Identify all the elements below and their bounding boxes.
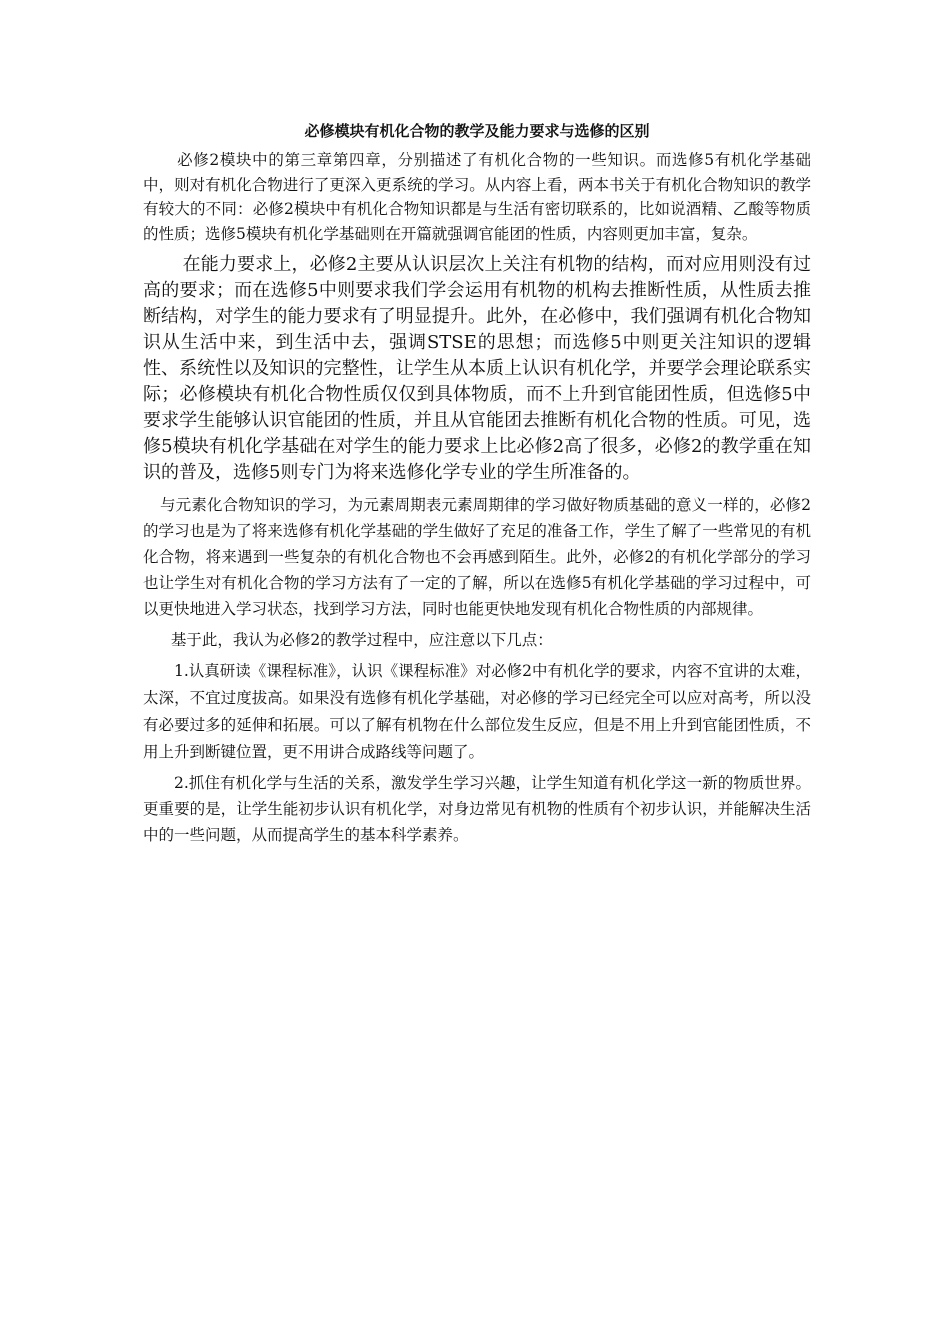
paragraph-preparation: 与元素化合物知识的学习，为元素周期表元素周期律的学习做好物质基础的意义一样的，必修2的学习也是为了将来选修有机化学基础的学生做好了充足的准备工作，学生了解了一些常见的有机化合物，将来遇到一些复杂的有机化合物也不会再感到陌生。此外，必修2的有机化学部分的学习也让学生对有机化合物的学习方法有了一定的了解，所以在选修5有机化学基础的学习过程中，可以更快地进入学习状态，找到学习方法，同时也能更快地发现有机化合物性质的内部规律。 bbox=[143, 496, 811, 618]
paragraph-point-two: 2.抓住有机化学与生活的关系，激发学生学习兴趣，让学生知道有机化学这一新的物质世界。更重要的是，让学生能初步认识有机化学，对身边常见有机物的性质有个初步认识，并能解决生活中的一些问题，从而提高学生的基本科学素养。 bbox=[143, 774, 811, 844]
paragraph-teaching-points-intro: 基于此，我认为必修2的教学过程中，应注意以下几点： bbox=[170, 631, 553, 649]
document-title: 必修模块有机化合物的教学及能力要求与选修的区别 bbox=[304, 122, 650, 140]
document-body bbox=[143, 118, 811, 848]
paragraph-ability-requirements: 在能力要求上，必修2主要从认识层次上关注有机物的结构，而对应用则没有过高的要求；而在选修5中则要求我们学会运用有机物的机构去推断性质，从性质去推断结构，对学生的能力要求有了明显提升。此外，在必修中，我们强调有机化合物知识从生活中来，到生活中去，强调STSE的思想；而选修5中则更关注知识的逻辑性、系统性以及知识的完整性，让学生从本质上认识有机化学，并要学会理论联系实际；必修模块有机化合物性质仅仅到具体物质，而不上升到官能团性质，但选修5中要求学生能够认识官能团的性质，并且从官能团去推断有机化合物的性质。可见，选修5模块有机化学基础在对学生的能力要求上比必修2高了很多，必修2的教学重在知识的普及，选修5则专门为将来选修化学专业的学生所准备的。 bbox=[143, 254, 811, 483]
paragraph-intro: 必修2模块中的第三章第四章，分别描述了有机化合物的一些知识。而选修5有机化学基础中，则对有机化合物进行了更深入更系统的学习。从内容上看，两本书关于有机化合物知识的教学有较大的不同：必修2模块中有机化合物知识都是与生活有密切联系的，比如说酒精、乙酸等物质的性质；选修5模块有机化学基础则在开篇就强调官能团的性质，内容则更加丰富，复杂。 bbox=[143, 151, 811, 243]
paragraph-point-one: 1.认真研读《课程标准》，认识《课程标准》对必修2中有机化学的要求，内容不宜讲的太难，太深，不宜过度拔高。如果没有选修有机化学基础，对必修的学习已经完全可以应对高考，所以没有必要过多的延伸和拓展。可以了解有机物在什么部位发生反应，但是不用上升到官能团性质，不用上升到断键位置，更不用讲合成路线等问题了。 bbox=[143, 662, 811, 761]
